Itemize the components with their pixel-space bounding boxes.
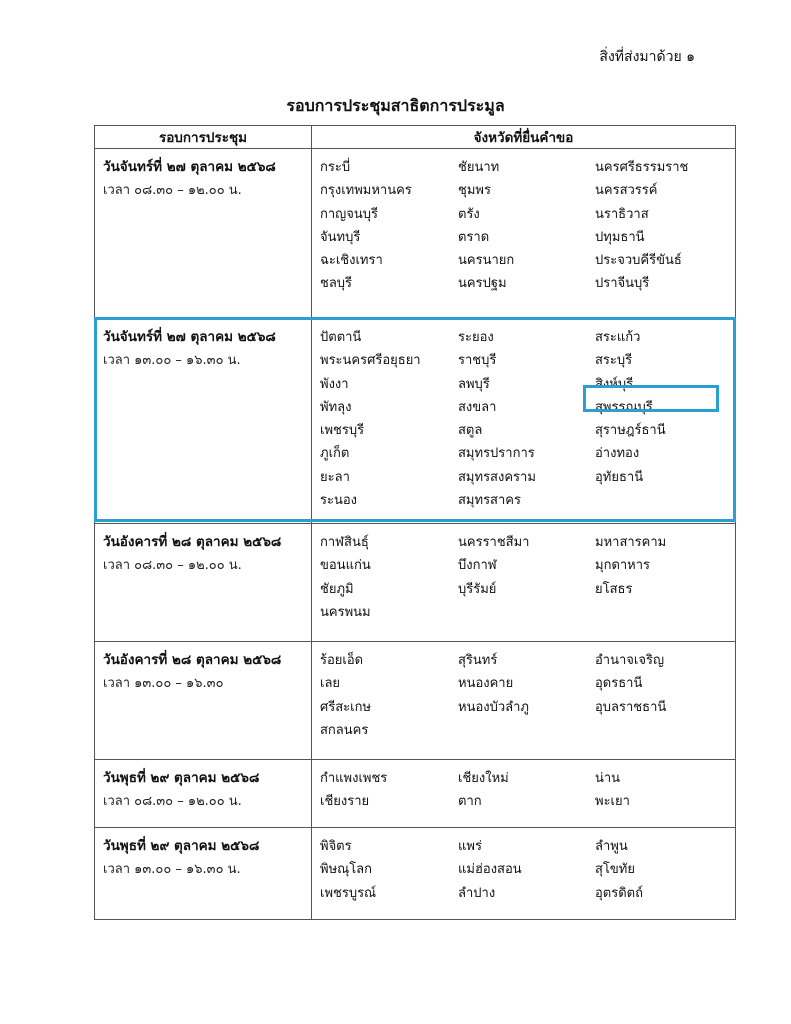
province-name: นครปฐม [458, 276, 507, 292]
province-name: เชียงราย [320, 794, 370, 810]
session-day: วันอังคารที่ ๒๘ ตุลาคม ๒๕๖๘ [103, 652, 282, 668]
province-name: ชัยภูมิ [320, 581, 354, 597]
province-name: เลย [320, 676, 341, 692]
province-grid [320, 767, 735, 814]
province-name: ลำพูน [595, 839, 628, 854]
session-row [95, 642, 736, 760]
province-name: หนองบัวลำภู [458, 699, 529, 715]
province-name: นครศรีธรรมราช [595, 160, 689, 175]
session-cell [95, 524, 312, 642]
province-name: หนองคาย [458, 676, 514, 692]
province-name: อ่างทอง [595, 446, 640, 462]
province-name [595, 489, 725, 512]
session-cell [95, 642, 312, 760]
province-name: ปทุมธานี [595, 229, 645, 245]
provinces-cell [312, 642, 736, 760]
province-name: อำนาจเจริญ [595, 653, 665, 668]
province-name [595, 601, 725, 624]
province-name: ระยอง [458, 330, 494, 345]
province-name: แม่ฮ่องสอน [458, 862, 522, 878]
province-name: นครนายก [458, 253, 515, 269]
province-grid [320, 649, 735, 742]
province-name: ราชบุรี [458, 353, 497, 369]
province-name: อุบลราชธานี [595, 699, 667, 715]
province-name: อุทัยธานี [595, 469, 644, 485]
province-name: ปราจีนบุรี [595, 276, 650, 292]
session-day: วันอังคารที่ ๒๘ ตุลาคม ๒๕๖๘ [103, 534, 282, 550]
province-name: กำแพงเพชร [320, 771, 388, 786]
province-name: เพชรบุรี [320, 423, 365, 439]
province-name: ลำปาง [458, 885, 496, 901]
province-name: พิจิตร [320, 839, 352, 854]
session-day: วันจันทร์ที่ ๒๗ ตุลาคม ๒๕๖๘ [103, 159, 276, 175]
province-name: ภูเก็ต [320, 446, 350, 462]
session-row [95, 319, 736, 524]
province-name: ยโสธร [595, 581, 633, 597]
session-cell [95, 149, 312, 319]
session-cell [95, 828, 312, 920]
province-name: เชียงใหม่ [458, 771, 509, 786]
province-name: ตราด [458, 229, 490, 245]
province-name: สุราษฎร์ธานี [595, 423, 666, 439]
province-name: กรุงเทพมหานคร [320, 183, 412, 199]
header-session: รอบการประชุม [95, 126, 312, 149]
province-name: ปัตตานี [320, 330, 362, 345]
session-row [95, 149, 736, 319]
province-name [458, 719, 595, 742]
province-name: พังงา [320, 376, 349, 392]
province-name: อุตรดิตถ์ [595, 885, 643, 901]
session-row [95, 760, 736, 828]
province-name: จันทบุรี [320, 229, 361, 245]
page-title: รอบการประชุมสาธิตการประมูล [286, 96, 505, 115]
table-header-row [95, 126, 736, 149]
session-day: วันพุธที่ ๒๙ ตุลาคม ๒๕๖๘ [103, 838, 260, 854]
province-name: อุดรธานี [595, 676, 643, 692]
province-name: กระบี่ [320, 160, 351, 175]
province-name: นครสวรรค์ [595, 183, 658, 199]
province-name: สมุทรปราการ [458, 446, 535, 462]
provinces-cell [312, 760, 736, 828]
session-row [95, 828, 736, 920]
province-name: ศรีสะเกษ [320, 699, 372, 715]
province-name: พะเยา [595, 794, 630, 810]
province-name: ระนอง [320, 493, 358, 509]
header-provinces: จังหวัดที่ยื่นคำขอ [312, 126, 736, 149]
province-name: สุพรรณบุรี [595, 399, 653, 415]
session-row [95, 524, 736, 642]
session-time: เวลา ๑๓.๐๐ – ๑๖.๓๐ [103, 676, 224, 691]
province-name: กาฬสินธุ์ [320, 535, 369, 550]
province-name: ชลบุรี [320, 276, 353, 292]
province-name: สมุทรสงคราม [458, 469, 536, 485]
session-cell [95, 760, 312, 828]
province-name: สุโขทัย [595, 862, 635, 878]
attachment-label: สิ่งที่ส่งมาด้วย ๑ [599, 49, 695, 65]
province-name: เพชรบูรณ์ [320, 885, 377, 901]
provinces-cell [312, 149, 736, 319]
province-name: ฉะเชิงเทรา [320, 253, 383, 269]
province-name: นราธิวาส [595, 206, 649, 222]
schedule-table [94, 125, 736, 920]
session-time: เวลา ๑๓.๐๐ – ๑๖.๓๐ น. [103, 353, 241, 368]
province-grid [320, 531, 735, 624]
province-name: ยะลา [320, 469, 350, 485]
province-name: ชุมพร [458, 183, 491, 199]
session-day: วันพุธที่ ๒๙ ตุลาคม ๒๕๖๘ [103, 770, 260, 786]
province-grid [320, 156, 735, 296]
provinces-cell [312, 828, 736, 920]
province-name: นครราชสีมา [458, 535, 530, 550]
province-name [595, 719, 725, 742]
province-name: สตูล [458, 423, 483, 439]
session-cell [95, 319, 312, 524]
province-name: มหาสารคาม [595, 535, 667, 550]
province-name: แพร่ [458, 839, 482, 854]
province-name: พัทลุง [320, 399, 352, 415]
province-name: พระนครศรีอยุธยา [320, 353, 421, 369]
province-name: มุกดาหาร [595, 558, 651, 574]
provinces-cell [312, 319, 736, 524]
province-name: สกลนคร [320, 722, 369, 738]
session-time: เวลา ๐๘.๓๐ – ๑๒.๐๐ น. [103, 794, 242, 809]
province-name: สระบุรี [595, 353, 633, 369]
province-name: สระแก้ว [595, 330, 641, 345]
province-name: สมุทรสาคร [458, 493, 521, 509]
provinces-cell [312, 524, 736, 642]
province-name: พิษณุโลก [320, 862, 373, 878]
session-time: เวลา ๑๓.๐๐ – ๑๖.๓๐ น. [103, 862, 241, 877]
province-name: กาญจนบุรี [320, 206, 378, 222]
province-name: ชัยนาท [458, 160, 500, 175]
province-name: ร้อยเอ็ด [320, 653, 364, 668]
province-name: สิงห์บุรี [595, 376, 634, 392]
province-name: ลพบุรี [458, 376, 490, 392]
province-name: บุรีรัมย์ [458, 581, 497, 597]
province-name: สงขลา [458, 399, 497, 415]
session-time: เวลา ๐๘.๓๐ – ๑๒.๐๐ น. [103, 558, 242, 573]
session-time: เวลา ๐๘.๓๐ – ๑๒.๐๐ น. [103, 183, 242, 198]
province-name: ตรัง [458, 206, 480, 222]
province-grid [320, 835, 735, 905]
province-grid [320, 326, 735, 512]
province-name: น่าน [595, 771, 621, 786]
province-name: ประจวบคีรีขันธ์ [595, 253, 682, 269]
province-name [458, 601, 595, 624]
province-name: ตาก [458, 794, 482, 810]
session-day: วันจันทร์ที่ ๒๗ ตุลาคม ๒๕๖๘ [103, 329, 276, 345]
province-name: บึงกาฬ [458, 558, 497, 574]
province-name: สุรินทร์ [458, 653, 498, 668]
province-name: ขอนแก่น [320, 558, 371, 574]
province-name: นครพนม [320, 604, 371, 620]
